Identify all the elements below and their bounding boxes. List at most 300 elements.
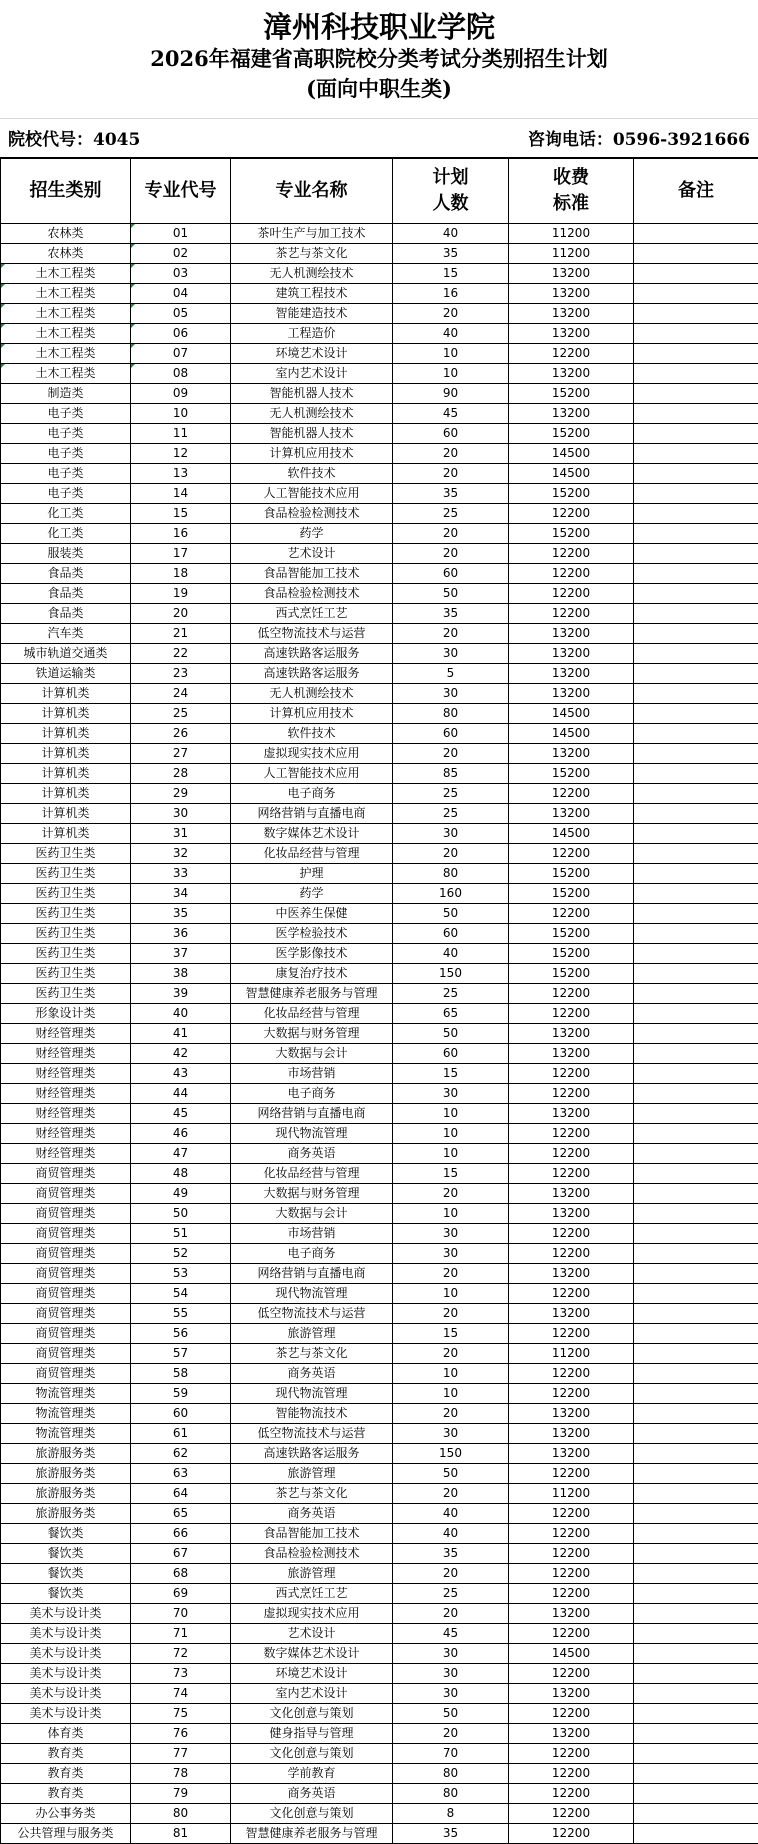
row-fee: 12200 (509, 1544, 634, 1564)
row-plan: 50 (393, 1704, 509, 1724)
row-plan: 30 (393, 1644, 509, 1664)
row-category: 农林类 (1, 244, 131, 264)
row-code: 12 (131, 444, 231, 464)
row-fee: 13200 (509, 1604, 634, 1624)
row-code: 65 (131, 1504, 231, 1524)
row-note (634, 704, 758, 724)
row-category: 化工类 (1, 504, 131, 524)
row-fee: 12200 (509, 1284, 634, 1304)
row-plan: 20 (393, 1304, 509, 1324)
row-plan: 25 (393, 784, 509, 804)
row-fee: 12200 (509, 564, 634, 584)
row-fee: 13200 (509, 1024, 634, 1044)
row-note (634, 1824, 758, 1844)
row-fee: 12200 (509, 1744, 634, 1764)
row-note (634, 364, 758, 384)
school-name: 漳州科技职业学院 (0, 0, 758, 44)
row-code: 15 (131, 504, 231, 524)
row-major: 智能建造技术 (231, 304, 393, 324)
row-category: 土木工程类 (1, 284, 131, 304)
row-major: 电子商务 (231, 784, 393, 804)
row-plan: 80 (393, 1764, 509, 1784)
row-code: 80 (131, 1804, 231, 1824)
row-note (634, 404, 758, 424)
row-code: 63 (131, 1464, 231, 1484)
row-plan: 35 (393, 1824, 509, 1844)
row-fee: 12200 (509, 1384, 634, 1404)
row-code: 10 (131, 404, 231, 424)
row-fee: 13200 (509, 304, 634, 324)
row-category: 公共管理与服务类 (1, 1824, 131, 1844)
row-code: 70 (131, 1604, 231, 1624)
table-row (1, 1064, 758, 1084)
row-note (634, 944, 758, 964)
row-major: 现代物流管理 (231, 1284, 393, 1304)
table-row (1, 1504, 758, 1524)
table-row (1, 764, 758, 784)
row-note (634, 1704, 758, 1724)
row-category: 计算机类 (1, 804, 131, 824)
row-note (634, 424, 758, 444)
row-major: 旅游管理 (231, 1324, 393, 1344)
row-category: 美术与设计类 (1, 1624, 131, 1644)
table-row (1, 1584, 758, 1604)
row-major: 智慧健康养老服务与管理 (231, 1824, 393, 1844)
row-code: 02 (131, 244, 231, 264)
row-fee: 12200 (509, 1784, 634, 1804)
row-category: 餐饮类 (1, 1544, 131, 1564)
row-code: 20 (131, 604, 231, 624)
row-fee: 12200 (509, 1004, 634, 1024)
row-fee: 15200 (509, 424, 634, 444)
row-plan: 160 (393, 884, 509, 904)
row-category: 城市轨道交通类 (1, 644, 131, 664)
row-major: 健身指导与管理 (231, 1724, 393, 1744)
table-row (1, 1204, 758, 1224)
row-major: 商务英语 (231, 1144, 393, 1164)
row-note (634, 1044, 758, 1064)
row-note (634, 1424, 758, 1444)
row-major: 无人机测绘技术 (231, 684, 393, 704)
row-category: 教育类 (1, 1764, 131, 1784)
row-major: 茶叶生产与加工技术 (231, 224, 393, 244)
row-note (634, 1244, 758, 1264)
row-category: 计算机类 (1, 684, 131, 704)
title-block (0, 0, 758, 118)
row-plan: 20 (393, 844, 509, 864)
row-major: 数字媒体艺术设计 (231, 824, 393, 844)
row-plan: 50 (393, 1024, 509, 1044)
row-fee: 13200 (509, 1184, 634, 1204)
table-row (1, 964, 758, 984)
row-code: 35 (131, 904, 231, 924)
row-major: 化妆品经营与管理 (231, 844, 393, 864)
row-category: 医药卫生类 (1, 924, 131, 944)
row-major: 高速铁路客运服务 (231, 644, 393, 664)
row-major: 茶艺与茶文化 (231, 1344, 393, 1364)
row-code: 81 (131, 1824, 231, 1844)
row-note (634, 284, 758, 304)
row-note (634, 644, 758, 664)
row-note (634, 764, 758, 784)
row-category: 医药卫生类 (1, 964, 131, 984)
row-note (634, 824, 758, 844)
plan-subtitle: (面向中职生类) (0, 74, 758, 104)
row-fee: 12200 (509, 1564, 634, 1584)
row-major: 文化创意与策划 (231, 1704, 393, 1724)
row-category: 医药卫生类 (1, 864, 131, 884)
row-code: 64 (131, 1484, 231, 1504)
row-plan: 15 (393, 1064, 509, 1084)
row-fee: 12200 (509, 1224, 634, 1244)
header-plan-text: 计划人数 (431, 165, 471, 217)
row-code: 03 (131, 264, 231, 284)
row-note (634, 1184, 758, 1204)
row-code: 14 (131, 484, 231, 504)
row-fee: 14500 (509, 724, 634, 744)
row-category: 商贸管理类 (1, 1244, 131, 1264)
row-code: 27 (131, 744, 231, 764)
row-fee: 12200 (509, 1504, 634, 1524)
row-major: 市场营销 (231, 1224, 393, 1244)
row-major: 中医养生保健 (231, 904, 393, 924)
table-row (1, 304, 758, 324)
header-fee (509, 159, 634, 224)
row-plan: 80 (393, 864, 509, 884)
row-fee: 12200 (509, 1704, 634, 1724)
row-note (634, 1284, 758, 1304)
row-fee: 13200 (509, 624, 634, 644)
table-row (1, 1004, 758, 1024)
row-fee: 13200 (509, 1424, 634, 1444)
row-category: 旅游服务类 (1, 1444, 131, 1464)
row-code: 28 (131, 764, 231, 784)
row-fee: 13200 (509, 684, 634, 704)
row-note (634, 684, 758, 704)
row-category: 财经管理类 (1, 1064, 131, 1084)
row-fee: 12200 (509, 1824, 634, 1844)
table-row (1, 1664, 758, 1684)
row-code: 77 (131, 1744, 231, 1764)
row-code: 13 (131, 464, 231, 484)
row-note (634, 1124, 758, 1144)
row-category: 医药卫生类 (1, 844, 131, 864)
table-row (1, 1764, 758, 1784)
row-note (634, 984, 758, 1004)
row-fee: 15200 (509, 524, 634, 544)
row-note (634, 1404, 758, 1424)
row-fee: 15200 (509, 924, 634, 944)
row-fee: 13200 (509, 284, 634, 304)
row-category: 土木工程类 (1, 344, 131, 364)
row-plan: 20 (393, 1604, 509, 1624)
table-row (1, 1724, 758, 1744)
row-plan: 25 (393, 1584, 509, 1604)
row-code: 44 (131, 1084, 231, 1104)
row-category: 商贸管理类 (1, 1344, 131, 1364)
row-fee: 12200 (509, 604, 634, 624)
table-row (1, 1544, 758, 1564)
row-category: 土木工程类 (1, 364, 131, 384)
row-plan: 45 (393, 1624, 509, 1644)
row-note (634, 1504, 758, 1524)
table-row (1, 464, 758, 484)
row-fee: 15200 (509, 484, 634, 504)
row-category: 制造类 (1, 384, 131, 404)
row-code: 11 (131, 424, 231, 444)
row-category: 餐饮类 (1, 1564, 131, 1584)
row-plan: 5 (393, 664, 509, 684)
row-fee: 15200 (509, 864, 634, 884)
row-plan: 10 (393, 1144, 509, 1164)
row-plan: 50 (393, 1464, 509, 1484)
table-row (1, 884, 758, 904)
row-fee: 13200 (509, 664, 634, 684)
row-code: 31 (131, 824, 231, 844)
row-major: 护理 (231, 864, 393, 884)
table-row (1, 1164, 758, 1184)
row-note (634, 1584, 758, 1604)
row-plan: 40 (393, 944, 509, 964)
row-fee: 12200 (509, 1244, 634, 1264)
row-fee: 13200 (509, 1404, 634, 1424)
row-plan: 80 (393, 704, 509, 724)
row-major: 计算机应用技术 (231, 444, 393, 464)
row-note (634, 1764, 758, 1784)
table-row (1, 504, 758, 524)
row-plan: 10 (393, 1124, 509, 1144)
header-major: 专业名称 (231, 159, 393, 224)
row-category: 土木工程类 (1, 264, 131, 284)
row-fee: 15200 (509, 384, 634, 404)
row-code: 50 (131, 1204, 231, 1224)
row-major: 无人机测绘技术 (231, 404, 393, 424)
row-plan: 10 (393, 1364, 509, 1384)
row-plan: 30 (393, 1224, 509, 1244)
plan-table (0, 158, 758, 1844)
row-major: 艺术设计 (231, 1624, 393, 1644)
row-fee: 13200 (509, 364, 634, 384)
table-row (1, 384, 758, 404)
row-code: 61 (131, 1424, 231, 1444)
row-category: 计算机类 (1, 824, 131, 844)
row-category: 美术与设计类 (1, 1644, 131, 1664)
row-note (634, 624, 758, 644)
row-plan: 20 (393, 624, 509, 644)
row-plan: 70 (393, 1744, 509, 1764)
row-fee: 15200 (509, 964, 634, 984)
row-note (634, 524, 758, 544)
row-fee: 13200 (509, 1724, 634, 1744)
table-row (1, 564, 758, 584)
row-code: 75 (131, 1704, 231, 1724)
row-code: 06 (131, 324, 231, 344)
table-row (1, 1424, 758, 1444)
row-category: 物流管理类 (1, 1404, 131, 1424)
table-row (1, 784, 758, 804)
row-fee: 12200 (509, 784, 634, 804)
row-code: 76 (131, 1724, 231, 1744)
row-fee: 11200 (509, 224, 634, 244)
row-major: 室内艺术设计 (231, 1684, 393, 1704)
row-major: 药学 (231, 524, 393, 544)
table-row (1, 1564, 758, 1584)
row-code: 79 (131, 1784, 231, 1804)
row-major: 学前教育 (231, 1764, 393, 1784)
row-plan: 15 (393, 264, 509, 284)
table-row (1, 524, 758, 544)
row-category: 财经管理类 (1, 1044, 131, 1064)
row-note (634, 964, 758, 984)
row-major: 化妆品经营与管理 (231, 1004, 393, 1024)
row-fee: 12200 (509, 1624, 634, 1644)
row-fee: 13200 (509, 264, 634, 284)
table-row (1, 344, 758, 364)
row-code: 08 (131, 364, 231, 384)
row-code: 23 (131, 664, 231, 684)
table-row (1, 584, 758, 604)
row-note (634, 1484, 758, 1504)
row-category: 汽车类 (1, 624, 131, 644)
row-plan: 30 (393, 1664, 509, 1684)
row-category: 电子类 (1, 404, 131, 424)
row-category: 物流管理类 (1, 1384, 131, 1404)
row-category: 美术与设计类 (1, 1704, 131, 1724)
row-category: 商贸管理类 (1, 1224, 131, 1244)
row-plan: 20 (393, 1564, 509, 1584)
row-code: 53 (131, 1264, 231, 1284)
row-plan: 15 (393, 1164, 509, 1184)
row-category: 商贸管理类 (1, 1324, 131, 1344)
row-fee: 11200 (509, 244, 634, 264)
table-row (1, 1644, 758, 1664)
row-major: 智能物流技术 (231, 1404, 393, 1424)
table-row (1, 484, 758, 504)
row-major: 茶艺与茶文化 (231, 1484, 393, 1504)
row-note (634, 564, 758, 584)
table-header-row (1, 159, 758, 224)
row-plan: 25 (393, 984, 509, 1004)
row-note (634, 884, 758, 904)
table-row (1, 1524, 758, 1544)
row-fee: 12200 (509, 1584, 634, 1604)
row-major: 大数据与财务管理 (231, 1024, 393, 1044)
table-row (1, 244, 758, 264)
row-plan: 50 (393, 904, 509, 924)
table-row (1, 684, 758, 704)
row-code: 74 (131, 1684, 231, 1704)
row-note (634, 484, 758, 504)
row-major: 软件技术 (231, 724, 393, 744)
row-note (634, 1784, 758, 1804)
row-plan: 20 (393, 464, 509, 484)
row-plan: 35 (393, 1544, 509, 1564)
row-note (634, 1144, 758, 1164)
row-code: 32 (131, 844, 231, 864)
table-row (1, 664, 758, 684)
row-note (634, 1524, 758, 1544)
header-fee-text: 收费标准 (551, 165, 591, 217)
row-category: 医药卫生类 (1, 984, 131, 1004)
table-row (1, 1224, 758, 1244)
row-category: 土木工程类 (1, 304, 131, 324)
row-code: 37 (131, 944, 231, 964)
row-fee: 13200 (509, 1444, 634, 1464)
table-row (1, 604, 758, 624)
row-plan: 20 (393, 1484, 509, 1504)
row-category: 食品类 (1, 604, 131, 624)
row-note (634, 1464, 758, 1484)
row-category: 餐饮类 (1, 1524, 131, 1544)
table-row (1, 544, 758, 564)
row-code: 26 (131, 724, 231, 744)
row-plan: 30 (393, 1084, 509, 1104)
row-category: 体育类 (1, 1724, 131, 1744)
table-row (1, 1284, 758, 1304)
row-category: 财经管理类 (1, 1104, 131, 1124)
table-row (1, 324, 758, 344)
row-plan: 20 (393, 1724, 509, 1744)
row-fee: 12200 (509, 1144, 634, 1164)
row-code: 67 (131, 1544, 231, 1564)
table-row (1, 904, 758, 924)
row-note (634, 1004, 758, 1024)
row-note (634, 1724, 758, 1744)
row-note (634, 324, 758, 344)
row-note (634, 864, 758, 884)
row-major: 环境艺术设计 (231, 344, 393, 364)
row-code: 54 (131, 1284, 231, 1304)
row-note (634, 584, 758, 604)
row-category: 计算机类 (1, 744, 131, 764)
row-category: 商贸管理类 (1, 1264, 131, 1284)
row-code: 25 (131, 704, 231, 724)
info-row (0, 118, 758, 158)
row-fee: 15200 (509, 764, 634, 784)
row-category: 商贸管理类 (1, 1364, 131, 1384)
row-major: 低空物流技术与运营 (231, 1304, 393, 1324)
row-category: 餐饮类 (1, 1584, 131, 1604)
row-major: 大数据与会计 (231, 1204, 393, 1224)
row-note (634, 244, 758, 264)
row-major: 食品智能加工技术 (231, 1524, 393, 1544)
row-code: 78 (131, 1764, 231, 1784)
row-fee: 11200 (509, 1344, 634, 1364)
row-category: 财经管理类 (1, 1024, 131, 1044)
row-fee: 12200 (509, 1124, 634, 1144)
row-code: 40 (131, 1004, 231, 1024)
table-row (1, 924, 758, 944)
row-fee: 12200 (509, 1464, 634, 1484)
table-row (1, 284, 758, 304)
table-row (1, 264, 758, 284)
row-note (634, 1204, 758, 1224)
header-category: 招生类别 (1, 159, 131, 224)
row-plan: 35 (393, 484, 509, 504)
row-plan: 60 (393, 424, 509, 444)
row-note (634, 544, 758, 564)
row-major: 食品检验检测技术 (231, 1544, 393, 1564)
row-plan: 40 (393, 1504, 509, 1524)
row-plan: 25 (393, 804, 509, 824)
table-row (1, 1704, 758, 1724)
row-category: 商贸管理类 (1, 1284, 131, 1304)
row-plan: 80 (393, 1784, 509, 1804)
table-row (1, 744, 758, 764)
row-category: 化工类 (1, 524, 131, 544)
row-plan: 40 (393, 224, 509, 244)
row-fee: 12200 (509, 1364, 634, 1384)
